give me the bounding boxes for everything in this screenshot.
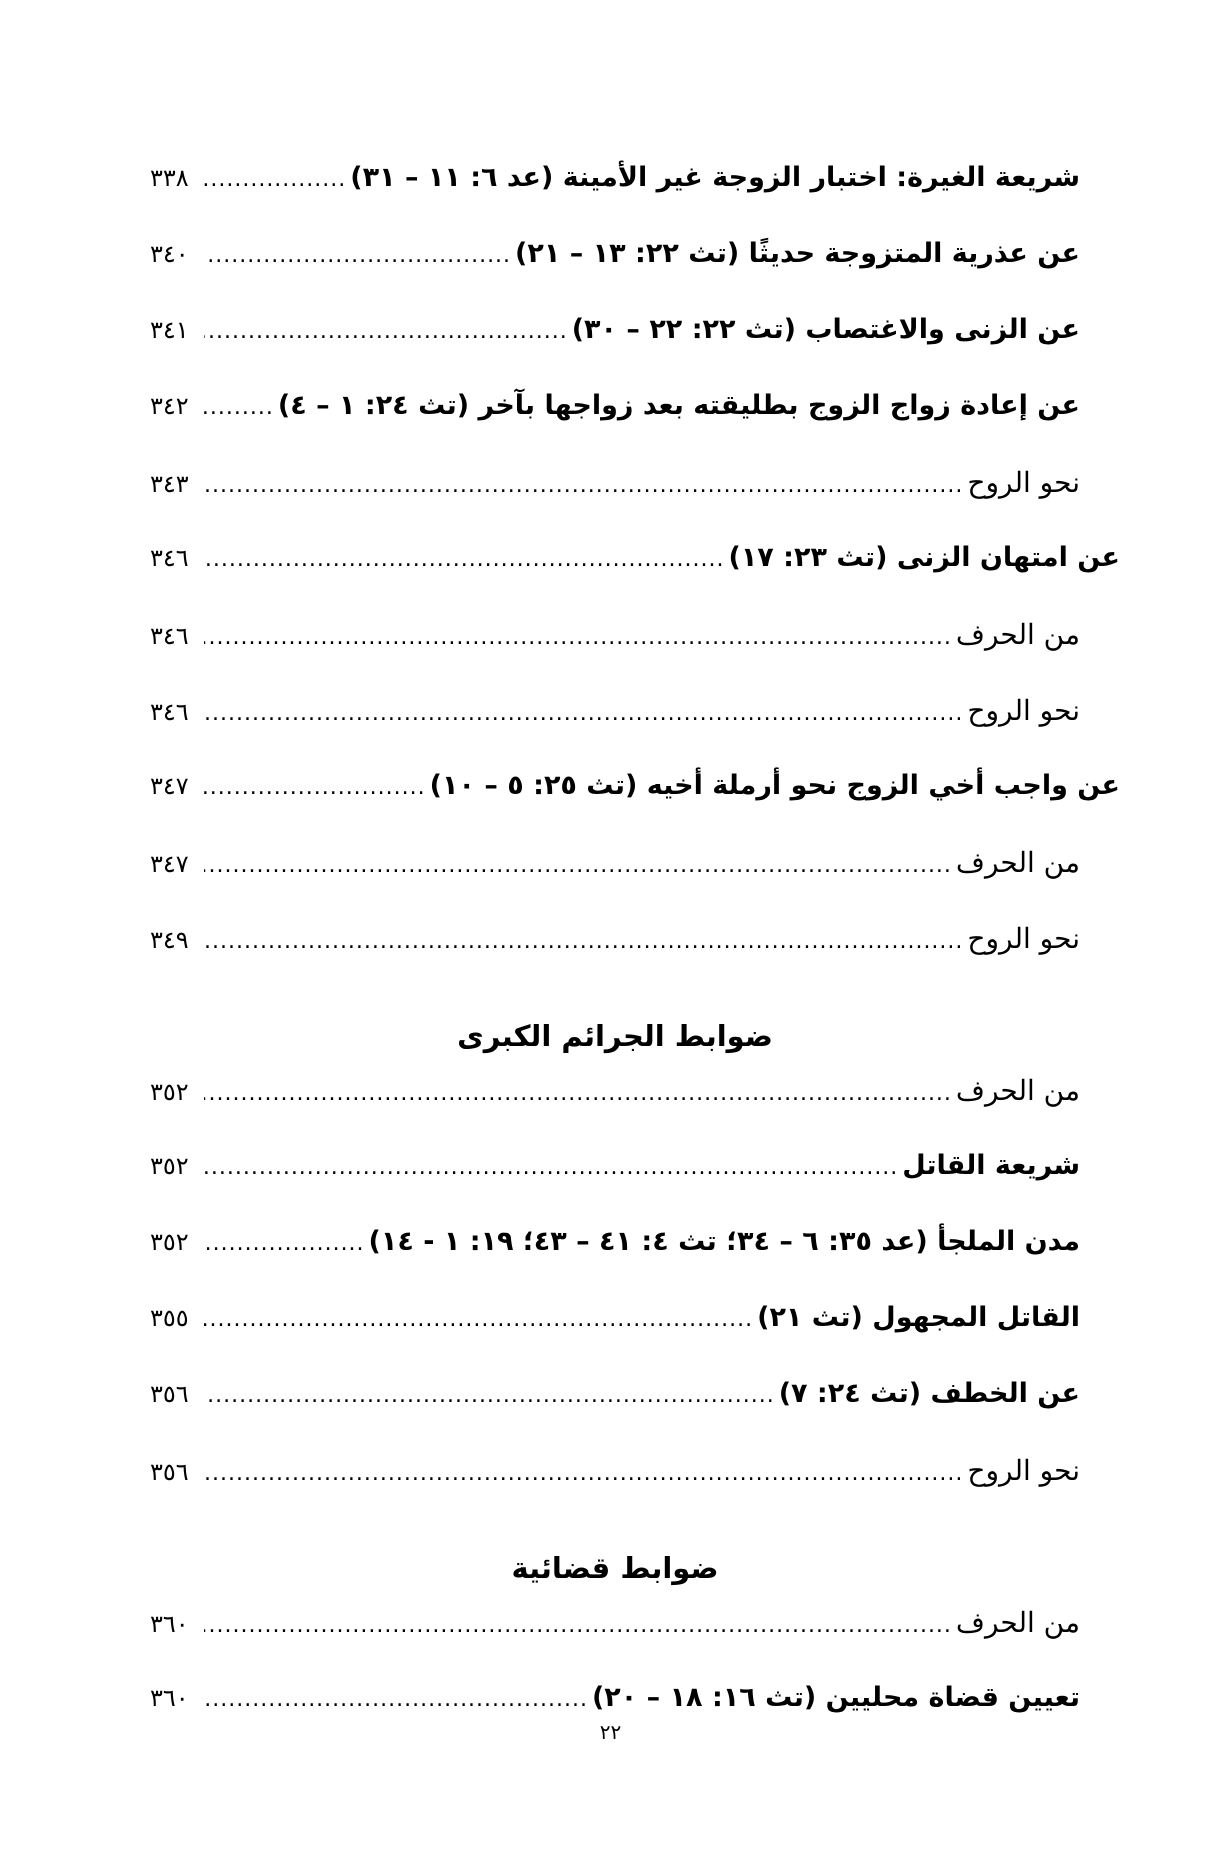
toc-entry (150, 1074, 1080, 1150)
toc-entry-title: نحو الروح (967, 694, 1080, 727)
table-of-contents (150, 162, 1120, 1758)
toc-entry (150, 618, 1080, 694)
toc-entry (150, 238, 1080, 314)
toc-entry-page: ٣٤٦ (150, 544, 189, 572)
toc-group-2 (150, 1074, 1080, 1530)
toc-entry-page: ٣٥٢ (150, 1152, 189, 1180)
dot-leader (204, 701, 963, 726)
toc-entry-page: ٣٤٦ (150, 622, 189, 650)
toc-entry-title: تعيين قضاة محليين (تث ١٦: ١٨ – ٢٠) (591, 1682, 1080, 1713)
toc-entry-page: ٣٤٦ (150, 698, 189, 726)
toc-entry-title: من الحرف (955, 1074, 1080, 1107)
toc-entry-page: ٣٤٢ (150, 392, 189, 420)
toc-entry-page: ٣٤٠ (150, 240, 189, 268)
toc-entry-page: ٣٤٣ (150, 470, 189, 498)
toc-entry-title: شريعة الغيرة: اختبار الزوجة غير الأمينة (عد ٦: ١١ – ٣١) (350, 162, 1080, 193)
dot-leader (204, 1307, 753, 1332)
dot-leader (204, 319, 568, 344)
toc-entry (150, 1302, 1080, 1378)
toc-entry-title: عن الزنى والاغتصاب (تث ٢٢: ٢٢ – ٣٠) (571, 314, 1080, 345)
toc-entry-title: عن امتهان الزنى (تث ٢٣: ١٧) (728, 542, 1120, 573)
toc-entry (150, 1150, 1080, 1226)
toc-entry (150, 390, 1080, 466)
toc-entry-page: ٣٤٩ (150, 926, 189, 954)
toc-entry-title: عن إعادة زواج الزوج بطليقته بعد زواجها بآخر (تث ٢٤: ١ – ٤) (277, 390, 1080, 421)
dot-leader (204, 167, 346, 192)
toc-entry-title: نحو الروح (967, 922, 1080, 955)
toc-entry (150, 1606, 1080, 1682)
toc-entry-title: من الحرف (955, 1606, 1080, 1639)
section-heading: ضوابط قضائية (511, 1551, 719, 1585)
toc-entry-page: ٣٥٢ (150, 1228, 189, 1256)
toc-entry-page: ٣٥٢ (150, 1078, 189, 1106)
dot-leader (204, 1155, 898, 1180)
toc-entry (150, 1226, 1080, 1302)
toc-entry-title: عن واجب أخي الزوج نحو أرملة أخيه (تث ٢٥: ٥ – ١٠) (429, 770, 1120, 801)
toc-entry-page: ٣٤٧ (150, 850, 189, 878)
toc-entry-page: ٣٣٨ (150, 164, 189, 192)
toc-entry (150, 542, 1120, 618)
toc-entry (150, 162, 1080, 238)
toc-entry-title: نحو الروح (967, 466, 1080, 499)
toc-entry-title: من الحرف (955, 618, 1080, 651)
toc-entry-page: ٣٤٧ (150, 772, 189, 800)
dot-leader (204, 395, 274, 420)
dot-leader (204, 1081, 952, 1106)
dot-leader (204, 1687, 588, 1712)
dot-leader (204, 853, 952, 878)
dot-leader (204, 1383, 775, 1408)
dot-leader (204, 1613, 952, 1638)
toc-entry-page: ٣٦٠ (150, 1610, 189, 1638)
dot-leader (204, 547, 724, 572)
toc-entry (150, 846, 1080, 922)
toc-entry-title: نحو الروح (967, 1454, 1080, 1487)
dot-leader (204, 1231, 365, 1256)
toc-entry-title: من الحرف (955, 846, 1080, 879)
page-number: ٢٢ (599, 1720, 622, 1744)
dot-leader (204, 625, 952, 650)
toc-entry-title: القاتل المجهول (تث ٢١) (757, 1302, 1080, 1333)
toc-entry-page: ٣٦٠ (150, 1684, 189, 1712)
toc-entry (150, 1454, 1080, 1530)
toc-entry (150, 466, 1080, 542)
toc-entry (150, 314, 1080, 390)
section-heading: ضوابط الجرائم الكبرى (457, 1019, 773, 1053)
dot-leader (204, 775, 426, 800)
toc-entry-page: ٣٥٦ (150, 1458, 189, 1486)
toc-entry-page: ٣٥٥ (150, 1304, 189, 1332)
dot-leader (204, 243, 511, 268)
dot-leader (204, 929, 963, 954)
dot-leader (204, 1461, 963, 1486)
toc-entry-title: شريعة القاتل (902, 1150, 1080, 1181)
toc-entry (150, 694, 1080, 770)
toc-entry (150, 1378, 1080, 1454)
toc-entry-title: عن الخطف (تث ٢٤: ٧) (778, 1378, 1080, 1409)
dot-leader (204, 473, 963, 498)
toc-entry-page: ٣٤١ (150, 316, 189, 344)
toc-entry-title: مدن الملجأ (عد ٣٥: ٦ – ٣٤؛ تث ٤: ٤١ – ٤٣؛ ١٩: ١ - ١٤) (368, 1226, 1080, 1257)
toc-entry-title: عن عذرية المتزوجة حديثًا (تث ٢٢: ١٣ – ٢١) (515, 238, 1080, 269)
toc-entry (150, 770, 1120, 846)
toc-entry-page: ٣٥٦ (150, 1380, 189, 1408)
toc-group-1 (150, 162, 1120, 998)
toc-entry (150, 922, 1080, 998)
